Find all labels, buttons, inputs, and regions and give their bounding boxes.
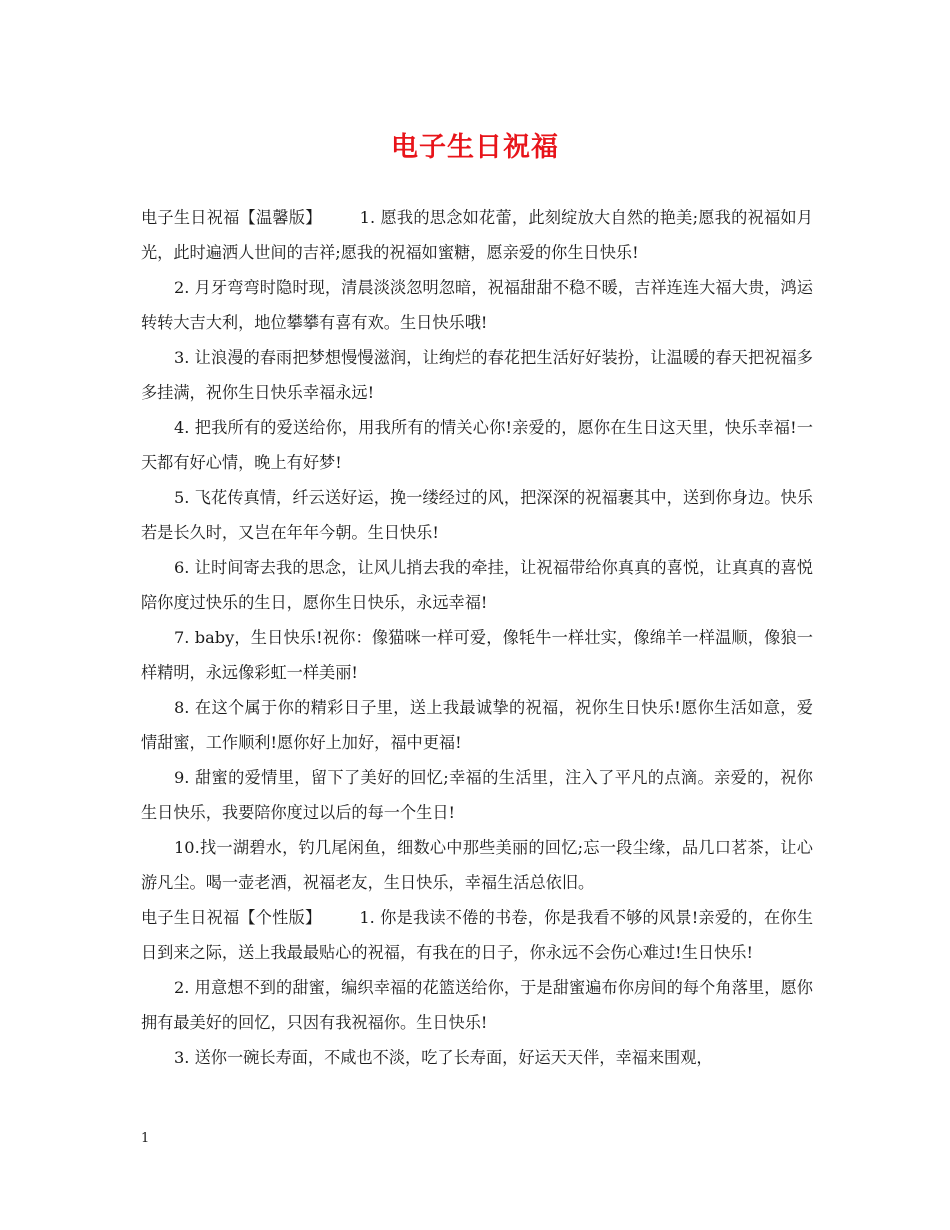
section-label-personality: 电子生日祝福【个性版】	[141, 908, 322, 927]
paragraph-warm-2: 2. 月牙弯弯时隐时现，清晨淡淡忽明忽暗，祝福甜甜不稳不暖，吉祥连连大福大贵，鸿运转转大吉大利，地位攀攀有喜有欢。生日快乐哦!	[141, 278, 813, 332]
paragraph-warm-10: 10.找一湖碧水，钓几尾闲鱼，细数心中那些美丽的回忆;忘一段尘缘，品几口茗茶，让心游凡尘。喝一壶老酒，祝福老友，生日快乐，幸福生活总依旧。	[141, 838, 813, 892]
paragraph-personality-2: 2. 用意想不到的甜蜜，编织幸福的花篮送给你，于是甜蜜遍布你房间的每个角落里，愿你拥有最美好的回忆，只因有我祝福你。生日快乐!	[141, 978, 813, 1032]
paragraph-text: 1. 愿我的思念如花蕾，此刻绽放大自然的艳美;愿我的祝福如月光，此时遍洒人世间的吉祥;愿我的祝福如蜜糖，愿亲爱的你生日快乐!	[141, 208, 813, 262]
paragraph-personality-3: 3. 送你一碗长寿面，不咸也不淡，吃了长寿面，好运天天伴，幸福来围观，	[174, 1048, 713, 1067]
paragraph-warm-7: 7. baby，生日快乐!祝你：像猫咪一样可爱，像牦牛一样壮实，像绵羊一样温顺，像狼一样精明，永远像彩虹一样美丽!	[141, 628, 813, 682]
paragraph-warm-4: 4. 把我所有的爱送给你，用我所有的情关心你!亲爱的，愿你在生日这天里，快乐幸福!一天都有好心情，晚上有好梦!	[141, 418, 813, 472]
paragraph-warm-3: 3. 让浪漫的春雨把梦想慢慢滋润，让绚烂的春花把生活好好装扮，让温暖的春天把祝福多多挂满，祝你生日快乐幸福永远!	[141, 348, 813, 402]
page-number: 1	[141, 1131, 150, 1146]
paragraph-personality-1	[141, 900, 813, 970]
document-title: 电子生日祝福	[391, 132, 559, 163]
section-label-warm: 电子生日祝福【温馨版】	[141, 208, 322, 227]
paragraph-warm-6: 6. 让时间寄去我的思念，让风儿捎去我的牵挂，让祝福带给你真真的喜悦，让真真的喜悦陪你度过快乐的生日，愿你生日快乐，永远幸福!	[141, 558, 813, 612]
paragraph-warm-1	[141, 200, 813, 270]
paragraph-warm-9: 9. 甜蜜的爱情里，留下了美好的回忆;幸福的生活里，注入了平凡的点滴。亲爱的，祝你生日快乐，我要陪你度过以后的每一个生日!	[141, 768, 813, 822]
paragraph-text: 1. 你是我读不倦的书卷，你是我看不够的风景!亲爱的，在你生日到来之际，送上我最最贴心的祝福，有我在的日子，你永远不会伤心难过!生日快乐!	[141, 908, 814, 962]
document-body	[141, 200, 813, 1075]
paragraph-warm-5: 5. 飞花传真情，纤云送好运，挽一缕经过的风，把深深的祝福裹其中，送到你身边。快乐若是长久时，又岂在年年今朝。生日快乐!	[141, 488, 813, 542]
paragraph-warm-8: 8. 在这个属于你的精彩日子里，送上我最诚挚的祝福，祝你生日快乐!愿你生活如意，爱情甜蜜，工作顺利!愿你好上加好，福中更福!	[141, 698, 813, 752]
